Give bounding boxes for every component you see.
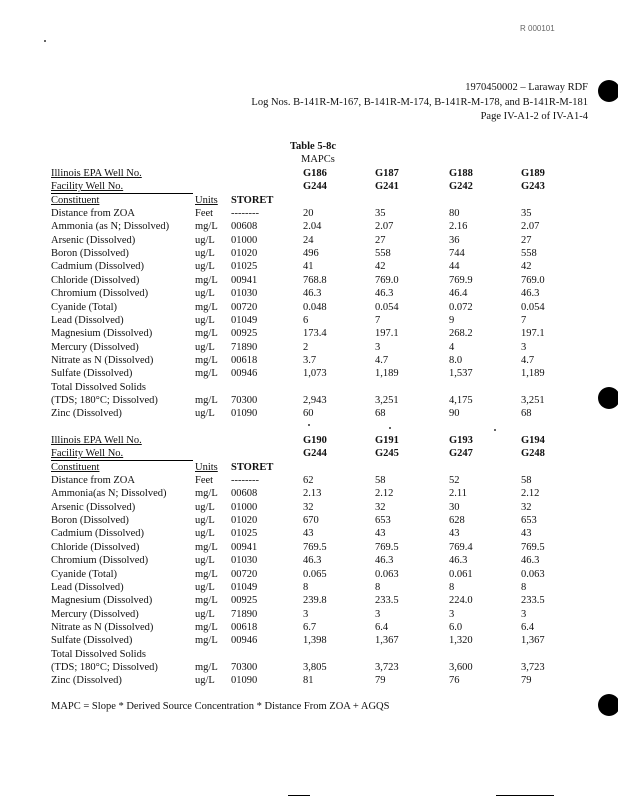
mapc-value: 3 xyxy=(375,341,381,353)
table-row xyxy=(0,474,618,487)
table-row xyxy=(0,634,618,647)
table-row xyxy=(0,514,618,527)
mapc-value: 1,189 xyxy=(375,368,399,380)
storet-code: 00618 xyxy=(231,354,258,366)
facility-well-id: G243 xyxy=(521,181,545,193)
mapc-value: 4,175 xyxy=(449,394,473,406)
epa-well-id: G188 xyxy=(449,168,473,179)
storet-code: 71890 xyxy=(231,341,258,353)
mapc-value: 558 xyxy=(521,248,537,260)
mapc-value: 744 xyxy=(449,248,465,260)
storet-code: 01049 xyxy=(231,314,258,326)
unit-cell: ug/L xyxy=(195,555,215,567)
mapc-value: 173.4 xyxy=(303,328,327,340)
constituent-name: (TDS; 180°C; Dissolved) xyxy=(51,661,158,673)
unit-cell: ug/L xyxy=(195,515,215,527)
mapc-value: 268.2 xyxy=(449,328,473,340)
mapc-value: 1,189 xyxy=(521,368,545,380)
mapc-value: 24 xyxy=(303,234,314,246)
mapc-value: 0.072 xyxy=(449,301,473,313)
mapc-value: 32 xyxy=(375,501,386,513)
facility-well-id: G242 xyxy=(449,181,473,193)
mapc-value: 2.12 xyxy=(375,488,394,500)
mapc-value: 6.0 xyxy=(449,621,463,633)
mapc-value: 3 xyxy=(521,608,527,620)
table-row xyxy=(0,301,618,314)
mapc-value: 68 xyxy=(521,408,532,420)
unit-cell: mg/L xyxy=(195,568,218,580)
epa-well-id: G187 xyxy=(375,168,399,179)
table-row xyxy=(0,648,618,661)
constituent-name: Nitrate as N (Dissolved) xyxy=(51,621,154,633)
storet-code: 00941 xyxy=(231,274,258,286)
mapc-value: 4.7 xyxy=(375,354,389,366)
facility-well-id: G247 xyxy=(449,448,473,460)
constituent-name: Ammonia(as N; Dissolved) xyxy=(51,488,167,500)
storet-code: 71890 xyxy=(231,608,258,620)
mapc-value: 46.3 xyxy=(303,288,322,300)
epa-well-id: G194 xyxy=(521,435,545,446)
storet-code: 01025 xyxy=(231,261,258,273)
storet-code: -------- xyxy=(231,208,259,220)
header-facility: 1970450002 – Laraway RDF xyxy=(465,82,588,93)
mapc-value: 76 xyxy=(449,675,460,687)
table-row xyxy=(0,621,618,634)
mapc-value: 224.0 xyxy=(449,595,473,607)
mapc-value: 6.7 xyxy=(303,621,317,633)
mapc-value: 8 xyxy=(521,581,527,593)
table-row xyxy=(0,314,618,327)
bottom-rule-left xyxy=(288,795,310,796)
footnote: MAPC = Slope * Derived Source Concentration * Distance From ZOA + AGQS xyxy=(51,701,390,712)
mapc-value: 2.07 xyxy=(375,221,394,233)
mapc-value: 58 xyxy=(521,475,532,487)
table-row xyxy=(0,287,618,300)
scan-speck xyxy=(44,40,46,42)
table-row xyxy=(0,341,618,354)
constituent-name: Lead (Dissolved) xyxy=(51,581,124,593)
mapc-value: 8 xyxy=(449,581,455,593)
unit-cell: ug/L xyxy=(195,314,215,326)
constituent-name: Chromium (Dissolved) xyxy=(51,288,149,300)
storet-code: 00720 xyxy=(231,568,258,580)
mapc-value: 2,943 xyxy=(303,394,327,406)
mapc-value: 7 xyxy=(521,314,527,326)
unit-cell: mg/L xyxy=(195,301,218,313)
mapc-value: 496 xyxy=(303,248,319,260)
constituent-name: Ammonia (as N; Dissolved) xyxy=(51,221,170,233)
storet-code: 01020 xyxy=(231,248,258,260)
mapc-value: 2.12 xyxy=(521,488,540,500)
unit-cell: ug/L xyxy=(195,261,215,273)
mapc-value: 1,367 xyxy=(375,635,399,647)
table-row xyxy=(0,594,618,607)
mapc-value: 670 xyxy=(303,515,319,527)
table-row xyxy=(0,220,618,233)
mapc-value: 79 xyxy=(521,675,532,687)
constituent-name: Arsenic (Dissolved) xyxy=(51,501,136,513)
constituent-header: Constituent xyxy=(51,194,100,206)
storet-code: 00608 xyxy=(231,488,258,500)
table-row xyxy=(0,554,618,567)
mapc-value: 653 xyxy=(521,515,537,527)
mapc-value: 30 xyxy=(449,501,460,513)
table-row xyxy=(0,274,618,287)
constituent-name: Distance from ZOA xyxy=(51,475,135,487)
unit-cell: mg/L xyxy=(195,541,218,553)
header-log-numbers: Log Nos. B-141R-M-167, B-141R-M-174, B-141R-M-178, and B-141R-M-181 xyxy=(251,97,588,108)
table-row xyxy=(0,407,618,420)
facility-well-header-row xyxy=(0,447,618,460)
mapc-value: 43 xyxy=(303,528,314,540)
punch-hole-middle xyxy=(598,387,618,409)
mapc-value: 3,805 xyxy=(303,661,327,673)
storet-code: 00608 xyxy=(231,221,258,233)
column-header-row xyxy=(0,461,618,474)
table-row xyxy=(0,608,618,621)
unit-cell: mg/L xyxy=(195,328,218,340)
table-row xyxy=(0,581,618,594)
mapc-value: 233.5 xyxy=(521,595,545,607)
mapc-value: 2.13 xyxy=(303,488,322,500)
page-stamp: R 000101 xyxy=(520,24,555,33)
header-divider xyxy=(51,460,193,461)
storet-code: 01000 xyxy=(231,501,258,513)
epa-well-id: G191 xyxy=(375,435,399,446)
mapc-value: 769.0 xyxy=(375,274,399,286)
mapc-value: 68 xyxy=(375,408,386,420)
mapc-value: 43 xyxy=(375,528,386,540)
constituent-name: Lead (Dissolved) xyxy=(51,314,124,326)
unit-cell: Feet xyxy=(195,208,214,220)
storet-code: 70300 xyxy=(231,394,258,406)
unit-cell: mg/L xyxy=(195,661,218,673)
mapc-value: 46.3 xyxy=(521,288,540,300)
constituent-name: Cadmium (Dissolved) xyxy=(51,261,145,273)
storet-code: 00941 xyxy=(231,541,258,553)
mapc-value: 1,537 xyxy=(449,368,473,380)
constituent-name: Magnesium (Dissolved) xyxy=(51,595,153,607)
epa-well-id: G186 xyxy=(303,168,327,179)
mapc-value: 80 xyxy=(449,208,460,220)
mapc-value: 42 xyxy=(521,261,532,273)
mapc-value: 197.1 xyxy=(521,328,545,340)
table-row xyxy=(0,367,618,380)
epa-well-id: G190 xyxy=(303,435,327,446)
mapc-value: 558 xyxy=(375,248,391,260)
mapc-value: 769.5 xyxy=(521,541,545,553)
mapc-value: 1,367 xyxy=(521,635,545,647)
constituent-name: Cyanide (Total) xyxy=(51,568,118,580)
table-row xyxy=(0,487,618,500)
mapc-value: 6 xyxy=(303,314,309,326)
mapc-value: 197.1 xyxy=(375,328,399,340)
storet-header: STORET xyxy=(231,194,274,206)
table-subtitle: MAPCs xyxy=(301,154,335,165)
unit-cell: ug/L xyxy=(195,528,215,540)
mapc-value: 769.0 xyxy=(521,274,545,286)
storet-code: 01090 xyxy=(231,675,258,687)
table-row xyxy=(0,541,618,554)
mapc-value: 41 xyxy=(303,261,314,273)
mapc-value: 27 xyxy=(521,234,532,246)
column-header-row xyxy=(0,194,618,207)
mapc-value: 8.0 xyxy=(449,354,463,366)
mapc-value: 3 xyxy=(303,608,309,620)
units-header: Units xyxy=(195,461,218,473)
constituent-name: Mercury (Dissolved) xyxy=(51,608,139,620)
facility-well-id: G244 xyxy=(303,181,327,193)
storet-code: 00720 xyxy=(231,301,258,313)
storet-code: 01049 xyxy=(231,581,258,593)
storet-code: 01000 xyxy=(231,234,258,246)
constituent-name: (TDS; 180°C; Dissolved) xyxy=(51,394,158,406)
mapc-value: 6.4 xyxy=(375,621,389,633)
mapc-value: 81 xyxy=(303,675,314,687)
facility-well-id: G245 xyxy=(375,448,399,460)
scan-speck xyxy=(389,427,391,429)
mapc-value: 44 xyxy=(449,261,460,273)
header-page-number: Page IV-A1-2 of IV-A1-4 xyxy=(480,111,588,122)
mapc-value: 6.4 xyxy=(521,621,535,633)
units-header: Units xyxy=(195,194,218,206)
mapc-value: 35 xyxy=(375,208,386,220)
constituent-name: Chloride (Dissolved) xyxy=(51,274,140,286)
mapc-value: 46.3 xyxy=(449,555,468,567)
unit-cell: mg/L xyxy=(195,221,218,233)
unit-cell: ug/L xyxy=(195,501,215,513)
storet-code: 00925 xyxy=(231,328,258,340)
table-title: Table 5-8c xyxy=(290,141,336,152)
table-row xyxy=(0,234,618,247)
constituent-name: Total Dissolved Solids xyxy=(51,648,146,660)
mapc-value: 3 xyxy=(375,608,381,620)
epa-well-header-row xyxy=(0,167,618,180)
punch-hole-top xyxy=(598,80,618,102)
epa-well-id: G189 xyxy=(521,168,545,179)
constituent-name: Boron (Dissolved) xyxy=(51,248,129,260)
mapc-value: 7 xyxy=(375,314,381,326)
unit-cell: mg/L xyxy=(195,274,218,286)
table-row xyxy=(0,501,618,514)
unit-cell: mg/L xyxy=(195,354,218,366)
mapc-value: 0.063 xyxy=(521,568,545,580)
mapc-value: 3 xyxy=(521,341,527,353)
mapc-value: 653 xyxy=(375,515,391,527)
table-row xyxy=(0,394,618,407)
table-row xyxy=(0,568,618,581)
mapc-value: 769.4 xyxy=(449,541,473,553)
storet-code: 00925 xyxy=(231,595,258,607)
mapc-value: 0.054 xyxy=(375,301,399,313)
unit-cell: Feet xyxy=(195,475,214,487)
mapc-value: 46.3 xyxy=(303,555,322,567)
mapc-value: 0.065 xyxy=(303,568,327,580)
mapc-value: 27 xyxy=(375,234,386,246)
mapc-value: 769.9 xyxy=(449,274,473,286)
mapc-value: 3,600 xyxy=(449,661,473,673)
constituent-name: Cadmium (Dissolved) xyxy=(51,528,145,540)
mapc-value: 2.11 xyxy=(449,488,467,500)
storet-code: 00946 xyxy=(231,368,258,380)
mapc-value: 90 xyxy=(449,408,460,420)
constituent-name: Sulfate (Dissolved) xyxy=(51,368,133,380)
constituent-name: Magnesium (Dissolved) xyxy=(51,328,153,340)
mapc-value: 0.061 xyxy=(449,568,473,580)
mapc-value: 4 xyxy=(449,341,455,353)
mapc-value: 52 xyxy=(449,475,460,487)
mapc-value: 3.7 xyxy=(303,354,317,366)
mapc-value: 46.3 xyxy=(375,288,394,300)
mapc-value: 628 xyxy=(449,515,465,527)
table-row xyxy=(0,661,618,674)
facility-well-label: Facility Well No. xyxy=(51,448,124,460)
mapc-value: 43 xyxy=(521,528,532,540)
storet-code: 01090 xyxy=(231,408,258,420)
mapc-value: 60 xyxy=(303,408,314,420)
mapc-value: 43 xyxy=(449,528,460,540)
bottom-rule-right xyxy=(496,795,554,796)
constituent-name: Distance from ZOA xyxy=(51,208,135,220)
constituent-name: Boron (Dissolved) xyxy=(51,515,129,527)
mapc-value: 768.8 xyxy=(303,274,327,286)
epa-well-label: Illinois EPA Well No. xyxy=(51,435,142,446)
mapc-value: 3 xyxy=(449,608,455,620)
mapc-value: 58 xyxy=(375,475,386,487)
mapc-value: 233.5 xyxy=(375,595,399,607)
mapc-value: 8 xyxy=(303,581,309,593)
unit-cell: ug/L xyxy=(195,288,215,300)
facility-well-label: Facility Well No. xyxy=(51,181,124,193)
unit-cell: mg/L xyxy=(195,621,218,633)
mapc-value: 1,398 xyxy=(303,635,327,647)
unit-cell: ug/L xyxy=(195,234,215,246)
unit-cell: ug/L xyxy=(195,248,215,260)
mapc-value: 46.3 xyxy=(375,555,394,567)
mapc-value: 20 xyxy=(303,208,314,220)
constituent-name: Zinc (Dissolved) xyxy=(51,408,122,420)
mapc-value: 0.063 xyxy=(375,568,399,580)
unit-cell: mg/L xyxy=(195,488,218,500)
mapc-value: 3,251 xyxy=(375,394,399,406)
unit-cell: mg/L xyxy=(195,635,218,647)
storet-code: 00946 xyxy=(231,635,258,647)
table-row xyxy=(0,354,618,367)
mapc-value: 0.054 xyxy=(521,301,545,313)
facility-well-id: G241 xyxy=(375,181,399,193)
unit-cell: ug/L xyxy=(195,408,215,420)
mapc-value: 4.7 xyxy=(521,354,535,366)
table-row xyxy=(0,260,618,273)
unit-cell: ug/L xyxy=(195,608,215,620)
facility-well-id: G248 xyxy=(521,448,545,460)
mapc-value: 769.5 xyxy=(303,541,327,553)
constituent-name: Arsenic (Dissolved) xyxy=(51,234,136,246)
constituent-name: Chromium (Dissolved) xyxy=(51,555,149,567)
mapc-value: 79 xyxy=(375,675,386,687)
storet-code: 00618 xyxy=(231,621,258,633)
unit-cell: mg/L xyxy=(195,368,218,380)
table-row xyxy=(0,527,618,540)
table-row xyxy=(0,381,618,394)
constituent-name: Mercury (Dissolved) xyxy=(51,341,139,353)
mapc-value: 1,073 xyxy=(303,368,327,380)
mapc-value: 32 xyxy=(521,501,532,513)
unit-cell: ug/L xyxy=(195,675,215,687)
mapc-value: 2 xyxy=(303,341,309,353)
storet-header: STORET xyxy=(231,461,274,473)
table-row xyxy=(0,207,618,220)
constituent-name: Cyanide (Total) xyxy=(51,301,118,313)
unit-cell: mg/L xyxy=(195,394,218,406)
epa-well-id: G193 xyxy=(449,435,473,446)
storet-code: 01030 xyxy=(231,288,258,300)
constituent-name: Sulfate (Dissolved) xyxy=(51,635,133,647)
constituent-name: Nitrate as N (Dissolved) xyxy=(51,354,154,366)
mapc-value: 35 xyxy=(521,208,532,220)
mapc-value: 2.04 xyxy=(303,221,322,233)
mapc-value: 9 xyxy=(449,314,455,326)
mapc-value: 62 xyxy=(303,475,314,487)
punch-hole-bottom xyxy=(598,694,618,716)
header-divider xyxy=(51,193,193,194)
mapc-value: 32 xyxy=(303,501,314,513)
constituent-name: Chloride (Dissolved) xyxy=(51,541,140,553)
storet-code: -------- xyxy=(231,475,259,487)
mapc-value: 769.5 xyxy=(375,541,399,553)
mapc-value: 2.16 xyxy=(449,221,468,233)
constituent-header: Constituent xyxy=(51,461,100,473)
mapc-value: 3,723 xyxy=(375,661,399,673)
constituent-name: Zinc (Dissolved) xyxy=(51,675,122,687)
mapc-value: 2.07 xyxy=(521,221,540,233)
mapc-value: 0.048 xyxy=(303,301,327,313)
mapc-value: 8 xyxy=(375,581,381,593)
storet-code: 01030 xyxy=(231,555,258,567)
table-row xyxy=(0,327,618,340)
mapc-value: 239.8 xyxy=(303,595,327,607)
mapc-value: 42 xyxy=(375,261,386,273)
facility-well-header-row xyxy=(0,180,618,193)
facility-well-id: G244 xyxy=(303,448,327,460)
unit-cell: ug/L xyxy=(195,341,215,353)
constituent-name: Total Dissolved Solids xyxy=(51,381,146,393)
mapc-value: 46.3 xyxy=(521,555,540,567)
mapc-value: 46.4 xyxy=(449,288,468,300)
storet-code: 01025 xyxy=(231,528,258,540)
mapc-value: 1,320 xyxy=(449,635,473,647)
storet-code: 70300 xyxy=(231,661,258,673)
unit-cell: ug/L xyxy=(195,581,215,593)
table-row xyxy=(0,674,618,687)
scan-speck xyxy=(494,429,496,431)
mapc-value: 36 xyxy=(449,234,460,246)
scan-speck xyxy=(308,424,310,426)
unit-cell: mg/L xyxy=(195,595,218,607)
epa-well-header-row xyxy=(0,434,618,447)
mapc-value: 3,251 xyxy=(521,394,545,406)
epa-well-label: Illinois EPA Well No. xyxy=(51,168,142,179)
table-row xyxy=(0,247,618,260)
storet-code: 01020 xyxy=(231,515,258,527)
mapc-value: 3,723 xyxy=(521,661,545,673)
